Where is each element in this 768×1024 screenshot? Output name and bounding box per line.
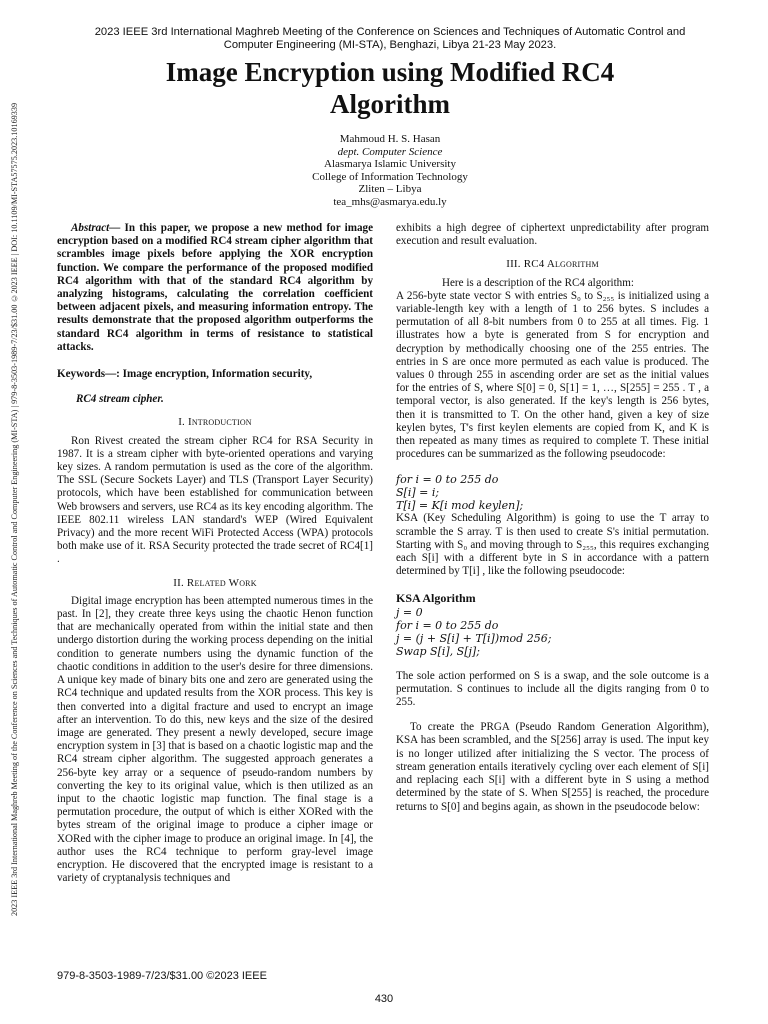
related-work-continued: exhibits a high degree of ciphertext unpredictability after program execution and result evaluation.	[396, 222, 709, 248]
section-heading-rc4	[396, 258, 709, 271]
ksa-line-1: j = 0	[396, 605, 423, 619]
page-number: 430	[374, 993, 394, 1005]
section-title: Introduction	[187, 416, 252, 429]
keywords-line-2: RC4 stream cipher.	[76, 393, 164, 406]
author-dept: dept. Computer Science	[337, 145, 443, 158]
ksa-algorithm-title: KSA Algorithm	[396, 591, 476, 606]
author-university: Alasmarya Islamic University	[324, 158, 456, 171]
ksa-description: KSA (Key Scheduling Algorithm) is going to use the T array to scramble the S array. T is then used to create S's initial permutation. Starting with S₀ and moving through to S₂₅₅, this requires exchanging each S[i] with a different byte in S in accordance with a pattern determined by T[i] , like the following pseudocode:	[396, 512, 709, 578]
section-number: II.	[173, 576, 187, 589]
abstract-text: In this paper, we propose a new method for image encryption based on a modified RC4 stream cipher algorithm that scrambles image pixels before applying the XOR encryption function. We compare the performance of the proposed modified RC4 algorithm with that of the standard RC4 algorithm by analyzing histograms, calculating the correlation coefficient between adjacent pixels, and measuring information entropy. The results demonstrate that the proposed algorithm outperforms the standard RC4 algorithm in terms of resistance to statistical attacks.	[57, 222, 373, 353]
title-line-2: Algorithm	[330, 89, 450, 119]
author-city: Zliten – Libya	[358, 183, 422, 196]
spacer	[396, 709, 709, 721]
swap-description: The sole action performed on S is a swap, and the sole outcome is a permutation. S continues to include all the digits ranging from 0 to 255.	[396, 669, 709, 709]
keywords-line-1: Keywords—: Image encryption, Information security,	[57, 368, 313, 381]
ksa-line-3: j = (j + S[i] + T[i])mod 256;	[396, 631, 552, 645]
footer-isbn: 979-8-3503-1989-7/23/$31.00 ©2023 IEEE	[57, 970, 267, 982]
title-line-1: Image Encryption using Modified RC4	[165, 57, 615, 87]
related-work-paragraph: Digital image encryption has been attempted numerous times in the past. In [2], they create three keys using the chaotic Henon function that are mechanically operated from within the initial state and then undergo distortion during the working process depending on the initial condition to generate numbers using the dynamic function of the chaotic conditions in addition to the user's desire for three dimensions. A unique key made of binary bits one and zero are generated using the RC4 technique and updated results from the XOR process. This key is then converted into a digital fracture and used to encrypt an image after an intervention. To do this, new keys and the size of the desired image are generated. They present a newly developed, secure image encryption system in [3] that is based on a chaotic logistic map and the RC4 stream cipher algorithm. The suggested approach generates a 256-byte key array or a sequence of pseudo-random numbers by converting the key to its original value, which is then utilized as an input to the chaotic logistic map function. The final stage is a permutation procedure, the output of which is either XORed with the bytes stream of the original image to produce a cipher image or XORed with the cipher image to produce an original image. In [4], the author uses the RC4 technique to perform gray-level image encryption. He discovered that the encrypted image is resistant to a variety of cryptanalysis techniques and	[57, 594, 373, 885]
conference-header	[40, 26, 740, 52]
prga-description: To create the PRGA (Pseudo Random Generation Algorithm), KSA has been scrambled, and the S[256] array is used. The input key is no longer utilized after initializing the S vector. The process of stream generation entails iteratively cycling over each element of S[i] and replacing each S[i] with a different byte in S using a method determined by the state of S. When S[255] is reached, the procedure returns to S[0] and begins again, as shown in the pseudocode below:	[396, 721, 709, 813]
paper-title	[40, 56, 740, 120]
section-heading-introduction	[57, 416, 373, 429]
rc4-state-paragraph: A 256-byte state vector S with entries S₀ to S₂₅₅ is initialized using a variable-length key with a length of 1 to 256 bytes. S includes a permutation of all 8-bit numbers from 0 to 255 at all times. Fig. 1 illustrates how a byte is generated from S for encryption and decryption by methodically choosing one of the 255 entries. The entries in S are once more permuted as each value is produced. The values 0 through 255 in ascending order are set as the initial values for the entries of S, where S[0] = 0, S[1] = 1, …, S[255] = 255 . T , a temporal vector, is also generated. If the key's length is 256 bytes, then it is transmitted to T. On the other hand, given a key of size keylen bytes, T's first keylen elements are copied from K, and K is then repeated as many times as required to complete T. These initial procedures can be summarized as the following pseudocode:	[396, 289, 709, 461]
ksa-line-2: for i = 0 to 255 do	[396, 618, 499, 632]
introduction-paragraph: Ron Rivest created the stream cipher RC4 for RSA Security in 1987. It is a stream cipher with byte-oriented operations and varying key sizes. A random permutation is used as the core of the algorithm. The SSL (Secure Sockets Layer) and TLS (Transport Layer Security) protocols, which have been established for communication between Web browsers and servers, use RC4 as its key encoding algorithm. The IEEE 802.11 wireless LAN standard's WEP (Wired Equivalent Privacy) and the more recent WiFi Protected Access (WPA) protocols both make use of it. RSA Security protected the trade secret of RC4[1] .	[57, 434, 373, 566]
header-line-2: Computer Engineering (MI-STA), Benghazi, Libya 21-23 May 2023.	[223, 39, 557, 51]
abstract-label: Abstract—	[71, 222, 121, 234]
side-doi-strip: 2023 IEEE 3rd International Maghreb Meeting of the Conference on Sciences and Techniques of Automatic Control and Computer Engineering (MI-STA) | 979-8-3503-1989-7/23/$31.00 ©2023 IEEE | DOI: 10.1109/MI-STA57575.2023.10169339	[10, 102, 19, 917]
author-email: tea_mhs@asmarya.edu.ly	[333, 195, 447, 208]
left-column	[57, 222, 373, 885]
init-pseudocode-line-2: S[i] = i;	[396, 486, 440, 500]
rc4-intro: Here is a description of the RC4 algorithm:	[442, 276, 634, 289]
author-block	[240, 133, 540, 209]
abstract	[57, 222, 373, 354]
section-number: III.	[506, 258, 524, 271]
section-title: Related Work	[186, 576, 257, 589]
author-college: College of Information Technology	[312, 170, 468, 183]
section-number: I.	[178, 416, 188, 429]
section-heading-related-work	[57, 577, 373, 590]
spacer	[396, 658, 709, 670]
init-pseudocode-line-3: T[i] = K[i mod keylen];	[396, 499, 524, 513]
author-name: Mahmoud H. S. Hasan	[339, 133, 441, 145]
spacer	[396, 461, 709, 473]
init-pseudocode-line-1: for i = 0 to 255 do	[396, 473, 499, 487]
right-column	[396, 222, 709, 814]
ksa-line-4: Swap S[i], S[j];	[396, 644, 480, 658]
section-title: RC4 Algorithm	[523, 258, 599, 271]
header-line-1: 2023 IEEE 3rd International Maghreb Meeting of the Conference on Sciences and Techniques of Automatic Control and	[94, 26, 686, 38]
